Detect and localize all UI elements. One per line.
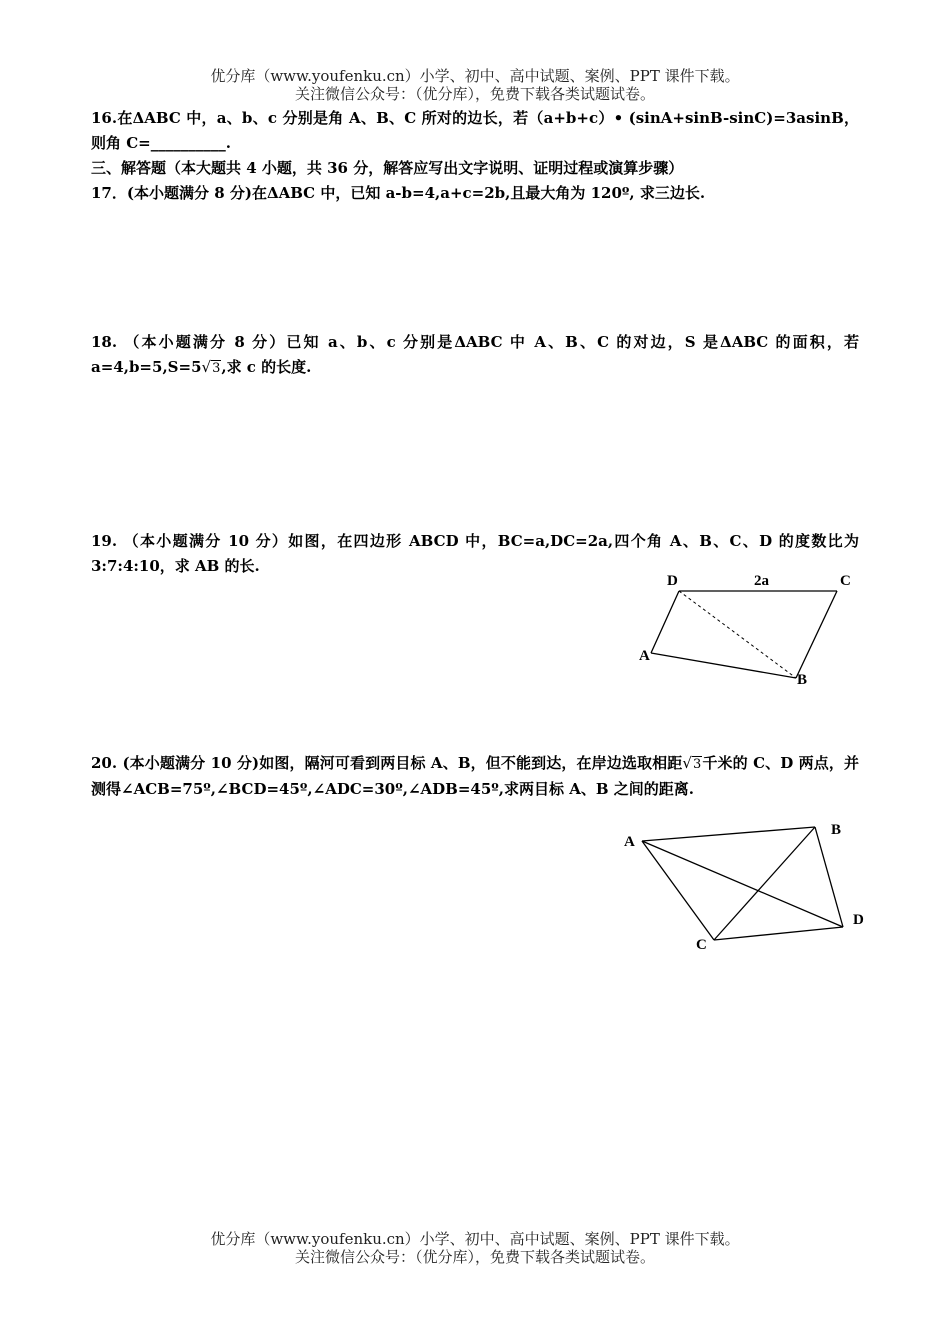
- edge-ab: [642, 827, 815, 841]
- header-line-1: 优分库（www.youfenku.cn）小学、初中、高中试题、案例、PPT 课件下载。: [210, 67, 740, 85]
- question-16-text: 16.在ΔABC 中，a、b、c 分别是角 A、B、C 所对的边长，若（a+b+c）• (sinA+sinB-sinC)=3asinB，则角 C=__________.: [91, 109, 859, 152]
- edge-cb: [796, 591, 837, 678]
- footer-line-2: 关注微信公众号：（优分库），免费下载各类试题试卷。: [294, 1248, 655, 1266]
- question-18-text: [91, 330, 859, 381]
- question-20-text-before: 20. (本小题满分 10 分)如图，隔河可看到两目标 A、B，但不能到达，在岸边选取相距: [91, 754, 683, 772]
- label-d: D: [853, 912, 864, 928]
- label-a: A: [624, 834, 635, 850]
- edge-dc: [714, 927, 843, 940]
- section-3: [91, 156, 859, 181]
- diagonal-cb: [714, 827, 815, 940]
- label-a: A: [639, 648, 650, 664]
- edge-ba: [651, 653, 796, 678]
- question-16: [91, 106, 859, 156]
- edge-ad: [651, 591, 679, 653]
- label-d: D: [667, 573, 678, 589]
- quadrilateral-abcd-figure: [620, 560, 880, 700]
- label-c: C: [840, 573, 851, 589]
- sqrt-icon: √: [682, 754, 692, 772]
- question-17: [91, 181, 859, 206]
- section-3-title: 三、解答题（本大题共 4 小题，共 36 分，解答应写出文字说明、证明过程或演算步骤）: [91, 159, 684, 177]
- page-header: [0, 67, 950, 103]
- question-19-text: 19. （本小题满分 10 分）如图，在四边形 ABCD 中，BC=a,DC=2a,四个角 A、B、C、D 的度数比为 3:7:4:10，求 AB 的长.: [91, 532, 859, 575]
- question-20-text-after: 千米的 C、D 两点，并测得∠ACB=75º,∠BCD=45º,∠ADC=30º,∠ADB=45º,求两目标 A、B 之间的距离.: [91, 754, 859, 798]
- question-18-text-before: 18. （本小题满分 8 分）已知 a、b、c 分别是ΔABC 中 A、B、C 的对边，S 是ΔABC 的面积，若 a=4,b=5,S=5: [91, 333, 859, 376]
- question-18: [91, 330, 859, 381]
- question-17-text: 17．(本小题满分 8 分)在ΔABC 中，已知 a-b=4,a+c=2b,且最大角为 120º, 求三边长.: [91, 184, 706, 202]
- sqrt-radicand: 3: [692, 757, 702, 772]
- label-c: C: [696, 937, 707, 953]
- footer-line-1: 优分库（www.youfenku.cn）小学、初中、高中试题、案例、PPT 课件下载。: [210, 1230, 740, 1248]
- question-20-text: [91, 751, 859, 802]
- label-2a: 2a: [754, 573, 769, 589]
- diagonal-ad: [642, 841, 843, 927]
- sqrt-radicand: 3: [212, 361, 221, 376]
- header-line-2: 关注微信公众号：（优分库），免费下载各类试题试卷。: [294, 85, 655, 103]
- sqrt-icon: √: [201, 358, 212, 376]
- sqrt-3-expression: [682, 754, 702, 772]
- diagonal-db: [679, 591, 796, 678]
- river-targets-figure: [610, 810, 880, 960]
- label-b: B: [797, 672, 808, 688]
- question-20: [91, 751, 859, 802]
- question-18-text-after: ,求 c 的长度.: [221, 358, 312, 376]
- sqrt-3-expression: [202, 358, 222, 376]
- label-b: B: [831, 822, 842, 838]
- page-footer: [0, 1230, 950, 1266]
- edge-bd: [815, 827, 843, 927]
